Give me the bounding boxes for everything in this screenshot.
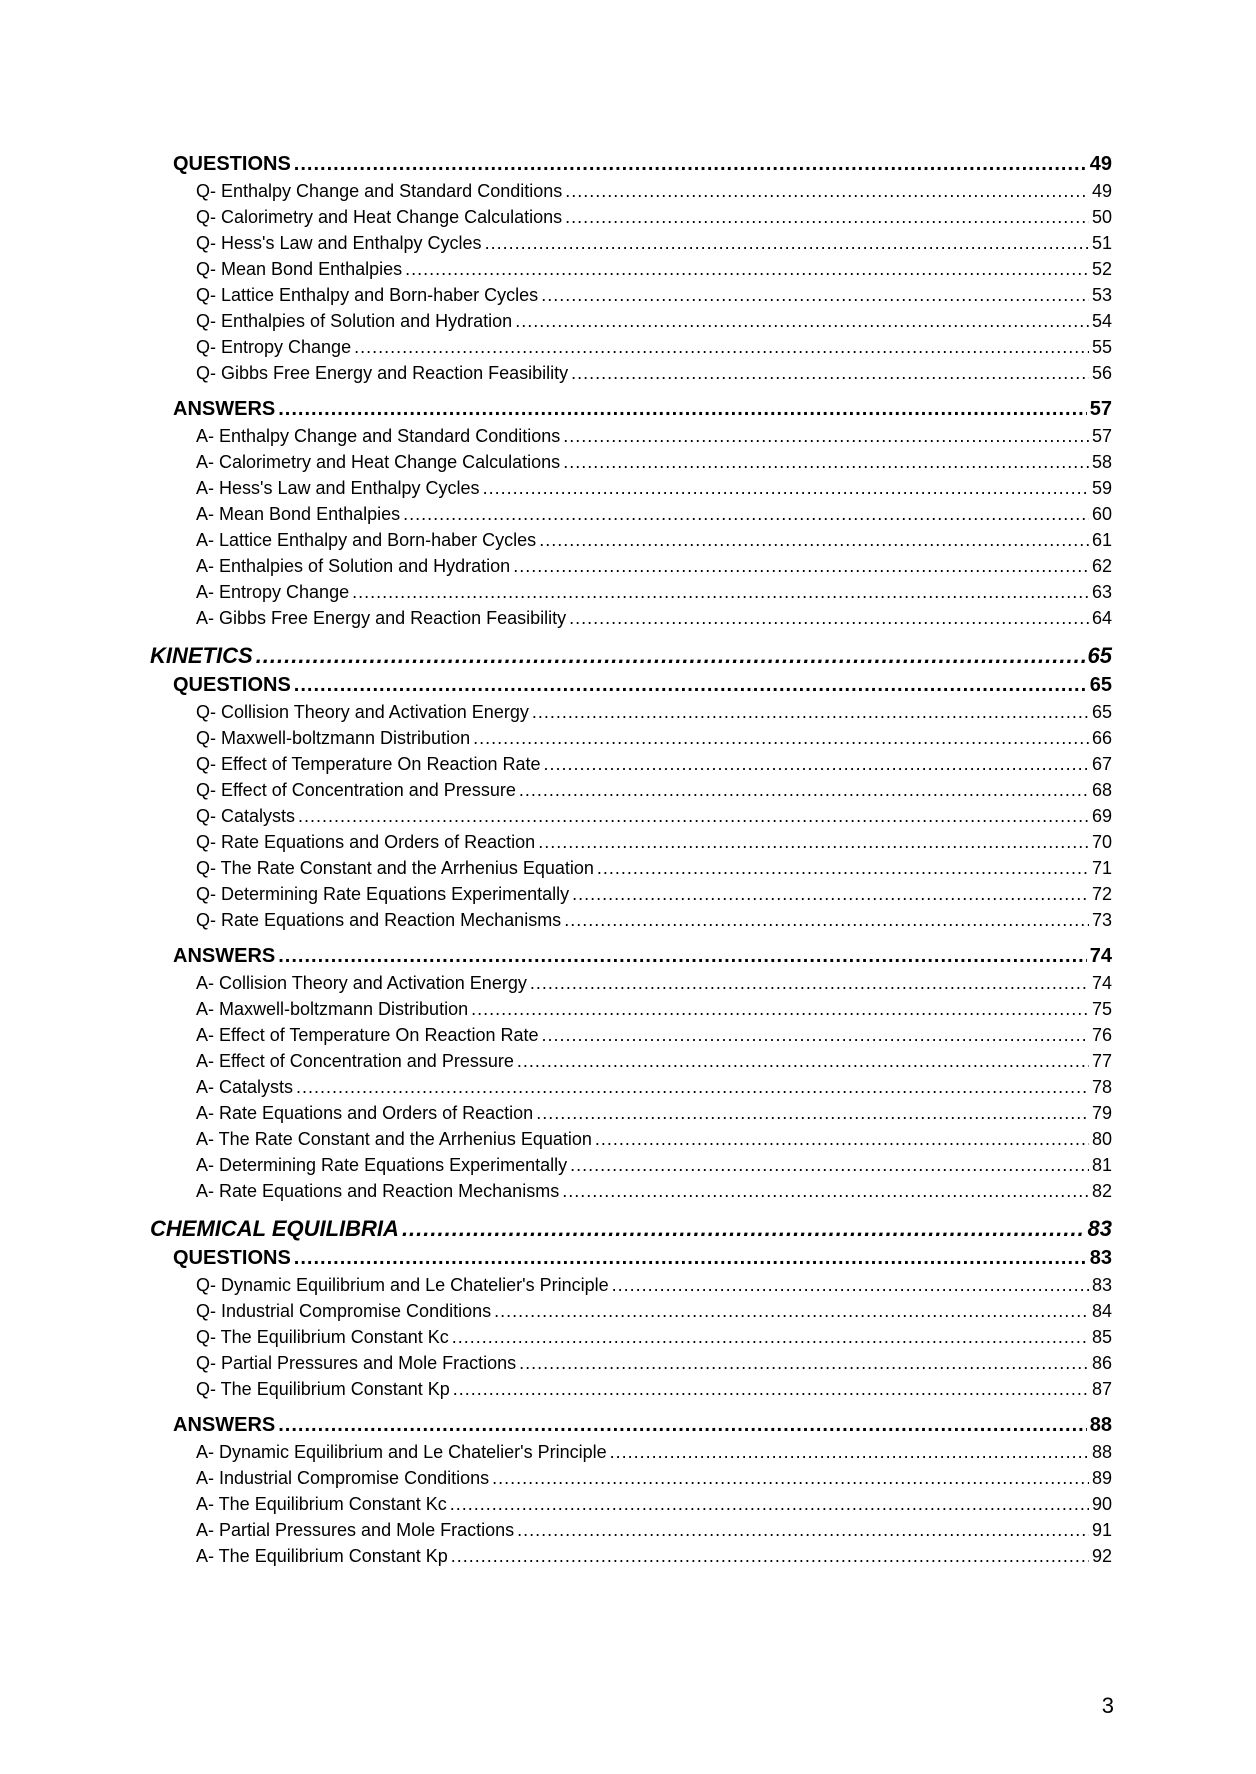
dot-leader <box>610 1439 1089 1465</box>
dot-leader <box>402 1214 1085 1244</box>
toc-entry-title: Q- Hess's Law and Enthalpy Cycles <box>196 233 482 253</box>
toc-sub-entry[interactable] <box>196 1350 1112 1376</box>
toc-sub-entry[interactable] <box>196 725 1112 751</box>
toc-sub-entry[interactable] <box>196 449 1112 475</box>
toc-entry-page: 83 <box>1091 1275 1112 1295</box>
toc-sub-entry[interactable] <box>196 996 1112 1022</box>
toc-entry-title: Q- Gibbs Free Energy and Reaction Feasibility <box>196 363 569 383</box>
page-number: 3 <box>1101 1693 1114 1718</box>
toc-entry-page: 58 <box>1091 452 1112 472</box>
toc-sub-entry[interactable] <box>196 1491 1112 1517</box>
toc-entry-page: 88 <box>1089 1414 1112 1436</box>
dot-leader <box>517 1048 1089 1074</box>
dot-leader <box>564 907 1089 933</box>
dot-leader <box>294 1244 1087 1272</box>
dot-leader <box>451 1543 1089 1569</box>
dot-leader <box>294 671 1087 699</box>
toc-group-entry[interactable] <box>173 1411 1112 1439</box>
toc-entry-page: 74 <box>1089 945 1112 967</box>
dot-leader <box>539 527 1089 553</box>
toc-entry-page: 92 <box>1091 1546 1112 1566</box>
toc-entry-page: 71 <box>1091 858 1112 878</box>
dot-leader <box>595 1126 1089 1152</box>
dot-leader <box>483 475 1089 501</box>
dot-leader <box>562 1178 1089 1204</box>
dot-leader <box>452 1324 1089 1350</box>
toc-group-entry[interactable] <box>173 150 1112 178</box>
toc-entry-title: Q- The Equilibrium Constant Kc <box>196 1327 449 1347</box>
toc-sub-entry[interactable] <box>196 1272 1112 1298</box>
dot-leader <box>565 204 1089 230</box>
toc-entry-title: Q- Industrial Compromise Conditions <box>196 1301 492 1321</box>
toc-sub-entry[interactable] <box>196 1126 1112 1152</box>
toc-entry-page: 65 <box>1089 674 1112 696</box>
toc-entry-title: Q- Collision Theory and Activation Energy <box>196 702 529 722</box>
toc-entry-title: Q- Partial Pressures and Mole Fractions <box>196 1353 517 1373</box>
toc-entry-title: A- Maxwell-boltzmann Distribution <box>196 999 469 1019</box>
dot-leader <box>544 751 1089 777</box>
toc-entry-page: 79 <box>1091 1103 1112 1123</box>
toc-sub-entry[interactable] <box>196 1074 1112 1100</box>
toc-entry-title: A- Enthalpy Change and Standard Conditions <box>196 426 561 446</box>
toc-sub-entry[interactable] <box>196 751 1112 777</box>
toc-sub-entry[interactable] <box>196 1298 1112 1324</box>
toc-sub-entry[interactable] <box>196 1439 1112 1465</box>
toc-entry-page: 69 <box>1091 806 1112 826</box>
dot-leader <box>541 282 1089 308</box>
toc-entry-page: 72 <box>1091 884 1112 904</box>
toc-entry-title: A- Rate Equations and Reaction Mechanisms <box>196 1181 560 1201</box>
toc-entry-page: 80 <box>1091 1129 1112 1149</box>
dot-leader <box>565 178 1089 204</box>
toc-sub-entry[interactable] <box>196 803 1112 829</box>
toc-entry-page: 70 <box>1091 832 1112 852</box>
toc-sub-entry[interactable] <box>196 178 1112 204</box>
toc-entry-page: 65 <box>1087 643 1112 668</box>
toc-group-entry[interactable] <box>173 942 1112 970</box>
toc-sub-entry[interactable] <box>196 204 1112 230</box>
toc-entry-title: Q- Effect of Concentration and Pressure <box>196 780 516 800</box>
toc-entry-page: 88 <box>1091 1442 1112 1462</box>
toc-sub-entry[interactable] <box>196 1178 1112 1204</box>
dot-leader <box>278 942 1087 970</box>
toc-sub-entry[interactable] <box>196 423 1112 449</box>
toc-entry-page: 49 <box>1089 153 1112 175</box>
toc-entry-page: 63 <box>1091 582 1112 602</box>
dot-leader <box>538 829 1089 855</box>
toc-entry-page: 62 <box>1091 556 1112 576</box>
toc-entry-page: 66 <box>1091 728 1112 748</box>
toc-sub-entry[interactable] <box>196 527 1112 553</box>
dot-leader <box>278 1411 1087 1439</box>
toc-entry-page: 84 <box>1091 1301 1112 1321</box>
toc-sub-entry[interactable] <box>196 230 1112 256</box>
toc-entry-page: 89 <box>1091 1468 1112 1488</box>
toc-entry-title: A- Partial Pressures and Mole Fractions <box>196 1520 515 1540</box>
toc-sub-entry[interactable] <box>196 475 1112 501</box>
dot-leader <box>450 1491 1089 1517</box>
toc-entry-page: 75 <box>1091 999 1112 1019</box>
toc-entry-page: 60 <box>1091 504 1112 524</box>
toc-entry-title: A- Hess's Law and Enthalpy Cycles <box>196 478 480 498</box>
toc-entry-title: Q- Mean Bond Enthalpies <box>196 259 403 279</box>
toc-entry-page: 57 <box>1091 426 1112 446</box>
dot-leader <box>530 970 1089 996</box>
dot-leader <box>519 1350 1089 1376</box>
toc-entry-title: Q- Effect of Temperature On Reaction Rate <box>196 754 541 774</box>
toc-group-entry[interactable] <box>173 395 1112 423</box>
toc-entry-title: ANSWERS <box>173 945 276 967</box>
dot-leader <box>354 334 1089 360</box>
toc-entry-title: Q- Dynamic Equilibrium and Le Chatelier's Principle <box>196 1275 609 1295</box>
toc-sub-entry[interactable] <box>196 1152 1112 1178</box>
toc-entry-title: Q- Enthalpy Change and Standard Conditions <box>196 181 563 201</box>
toc-sub-entry[interactable] <box>196 699 1112 725</box>
dot-leader <box>569 605 1089 631</box>
toc-entry-page: 61 <box>1091 530 1112 550</box>
toc-entry-title: A- Collision Theory and Activation Energy <box>196 973 527 993</box>
toc-sub-entry[interactable] <box>196 1324 1112 1350</box>
dot-leader <box>563 449 1089 475</box>
toc-entry-page: 87 <box>1091 1379 1112 1399</box>
toc-entry-title: A- The Rate Constant and the Arrhenius Equation <box>196 1129 592 1149</box>
toc-sub-entry[interactable] <box>196 579 1112 605</box>
toc-sub-entry[interactable] <box>196 501 1112 527</box>
toc-entry-page: 74 <box>1091 973 1112 993</box>
toc-entry-title: A- The Equilibrium Constant Kp <box>196 1546 448 1566</box>
toc-entry-page: 76 <box>1091 1025 1112 1045</box>
toc-sub-entry[interactable] <box>196 777 1112 803</box>
toc-sub-entry[interactable] <box>196 1465 1112 1491</box>
toc-sub-entry[interactable] <box>196 605 1112 631</box>
dot-leader <box>517 1517 1089 1543</box>
toc-entry-title: A- Enthalpies of Solution and Hydration <box>196 556 511 576</box>
toc-sub-entry[interactable] <box>196 360 1112 386</box>
toc-entry-page: 54 <box>1091 311 1112 331</box>
dot-leader <box>403 501 1089 527</box>
toc-entry-page: 57 <box>1089 398 1112 420</box>
dot-leader <box>597 855 1089 881</box>
dot-leader <box>612 1272 1089 1298</box>
toc-group-entry[interactable] <box>173 671 1112 699</box>
toc-sub-entry[interactable] <box>196 1022 1112 1048</box>
toc-entry-page: 68 <box>1091 780 1112 800</box>
dot-leader <box>296 1074 1089 1100</box>
toc-entry-title: ANSWERS <box>173 1414 276 1436</box>
toc-entry-page: 52 <box>1091 259 1112 279</box>
dot-leader <box>352 579 1089 605</box>
toc-entry-page: 85 <box>1091 1327 1112 1347</box>
toc-sub-entry[interactable] <box>196 881 1112 907</box>
toc-entry-page: 73 <box>1091 910 1112 930</box>
toc-entry-title: A- Determining Rate Equations Experimentally <box>196 1155 568 1175</box>
toc-chapter-entry[interactable] <box>150 641 1112 671</box>
dot-leader <box>536 1100 1089 1126</box>
toc-entry-title: A- The Equilibrium Constant Kc <box>196 1494 447 1514</box>
toc-entry-page: 49 <box>1091 181 1112 201</box>
toc-entry-title: Q- Maxwell-boltzmann Distribution <box>196 728 471 748</box>
toc-entry-page: 50 <box>1091 207 1112 227</box>
dot-leader <box>532 699 1089 725</box>
toc-entry-title: Q- Enthalpies of Solution and Hydration <box>196 311 513 331</box>
dot-leader <box>453 1376 1089 1402</box>
toc-entry-title: A- Calorimetry and Heat Change Calculations <box>196 452 561 472</box>
toc-entry-page: 78 <box>1091 1077 1112 1097</box>
toc-sub-entry[interactable] <box>196 1376 1112 1402</box>
toc-sub-entry[interactable] <box>196 1100 1112 1126</box>
toc-entry-page: 81 <box>1091 1155 1112 1175</box>
toc-entry-page: 56 <box>1091 363 1112 383</box>
toc-sub-entry[interactable] <box>196 1048 1112 1074</box>
dot-leader <box>513 553 1089 579</box>
toc-entry-title: Q- Calorimetry and Heat Change Calculations <box>196 207 563 227</box>
toc-entry-title: ANSWERS <box>173 398 276 420</box>
toc-entry-title: Q- The Rate Constant and the Arrhenius Equation <box>196 858 594 878</box>
toc-entry-page: 64 <box>1091 608 1112 628</box>
toc-entry-title: A- Lattice Enthalpy and Born-haber Cycles <box>196 530 537 550</box>
toc-entry-page: 51 <box>1091 233 1112 253</box>
toc-sub-entry[interactable] <box>196 256 1112 282</box>
dot-leader <box>542 1022 1089 1048</box>
toc-entry-title: A- Effect of Concentration and Pressure <box>196 1051 514 1071</box>
toc-entry-title: A- Gibbs Free Energy and Reaction Feasibility <box>196 608 567 628</box>
dot-leader <box>298 803 1089 829</box>
toc-entry-title: A- Effect of Temperature On Reaction Rate <box>196 1025 539 1045</box>
toc-entry-title: A- Rate Equations and Orders of Reaction <box>196 1103 534 1123</box>
dot-leader <box>519 777 1089 803</box>
toc-entry-page: 53 <box>1091 285 1112 305</box>
toc-entry-page: 59 <box>1091 478 1112 498</box>
dot-leader <box>256 641 1085 671</box>
dot-leader <box>563 423 1089 449</box>
toc-entry-title: QUESTIONS <box>173 153 291 175</box>
dot-leader <box>570 1152 1089 1178</box>
toc-entry-title: Q- Lattice Enthalpy and Born-haber Cycles <box>196 285 539 305</box>
toc-sub-entry[interactable] <box>196 334 1112 360</box>
toc-entry-title: CHEMICAL EQUILIBRIA <box>150 1216 399 1241</box>
toc-entry-title: KINETICS <box>150 643 253 668</box>
toc-sub-entry[interactable] <box>196 829 1112 855</box>
toc-group-entry[interactable] <box>173 1244 1112 1272</box>
toc-entry-title: Q- Determining Rate Equations Experimentally <box>196 884 570 904</box>
toc-entry-page: 90 <box>1091 1494 1112 1514</box>
toc-entry-page: 83 <box>1087 1216 1112 1241</box>
dot-leader <box>572 881 1089 907</box>
toc-entry-page: 55 <box>1091 337 1112 357</box>
dot-leader <box>473 725 1089 751</box>
dot-leader <box>494 1298 1089 1324</box>
toc-entry-title: A- Entropy Change <box>196 582 350 602</box>
dot-leader <box>471 996 1089 1022</box>
toc-sub-entry[interactable] <box>196 970 1112 996</box>
dot-leader <box>571 360 1089 386</box>
toc-sub-entry[interactable] <box>196 282 1112 308</box>
toc-sub-entry[interactable] <box>196 308 1112 334</box>
toc-sub-entry[interactable] <box>196 855 1112 881</box>
dot-leader <box>515 308 1089 334</box>
table-of-contents <box>150 150 1112 1569</box>
toc-entry-page: 86 <box>1091 1353 1112 1373</box>
dot-leader <box>278 395 1087 423</box>
dot-leader <box>294 150 1087 178</box>
toc-entry-title: Q- Entropy Change <box>196 337 352 357</box>
dot-leader <box>485 230 1089 256</box>
toc-entry-title: Q- The Equilibrium Constant Kp <box>196 1379 450 1399</box>
toc-sub-entry[interactable] <box>196 907 1112 933</box>
toc-entry-title: A- Dynamic Equilibrium and Le Chatelier's Principle <box>196 1442 607 1462</box>
toc-chapter-entry[interactable] <box>150 1214 1112 1244</box>
toc-entry-title: Q- Rate Equations and Orders of Reaction <box>196 832 536 852</box>
toc-entry-page: 67 <box>1091 754 1112 774</box>
toc-entry-title: A- Mean Bond Enthalpies <box>196 504 401 524</box>
dot-leader <box>405 256 1089 282</box>
toc-entry-title: Q- Rate Equations and Reaction Mechanisms <box>196 910 562 930</box>
toc-entry-page: 91 <box>1091 1520 1112 1540</box>
toc-entry-page: 82 <box>1091 1181 1112 1201</box>
toc-entry-page: 65 <box>1091 702 1112 722</box>
toc-sub-entry[interactable] <box>196 1517 1112 1543</box>
toc-entry-title: A- Industrial Compromise Conditions <box>196 1468 490 1488</box>
toc-entry-page: 83 <box>1089 1247 1112 1269</box>
toc-entry-title: QUESTIONS <box>173 674 291 696</box>
toc-entry-title: QUESTIONS <box>173 1247 291 1269</box>
dot-leader <box>492 1465 1089 1491</box>
toc-entry-title: Q- Catalysts <box>196 806 296 826</box>
toc-entry-title: A- Catalysts <box>196 1077 294 1097</box>
toc-entry-page: 77 <box>1091 1051 1112 1071</box>
toc-sub-entry[interactable] <box>196 553 1112 579</box>
toc-sub-entry[interactable] <box>196 1543 1112 1569</box>
